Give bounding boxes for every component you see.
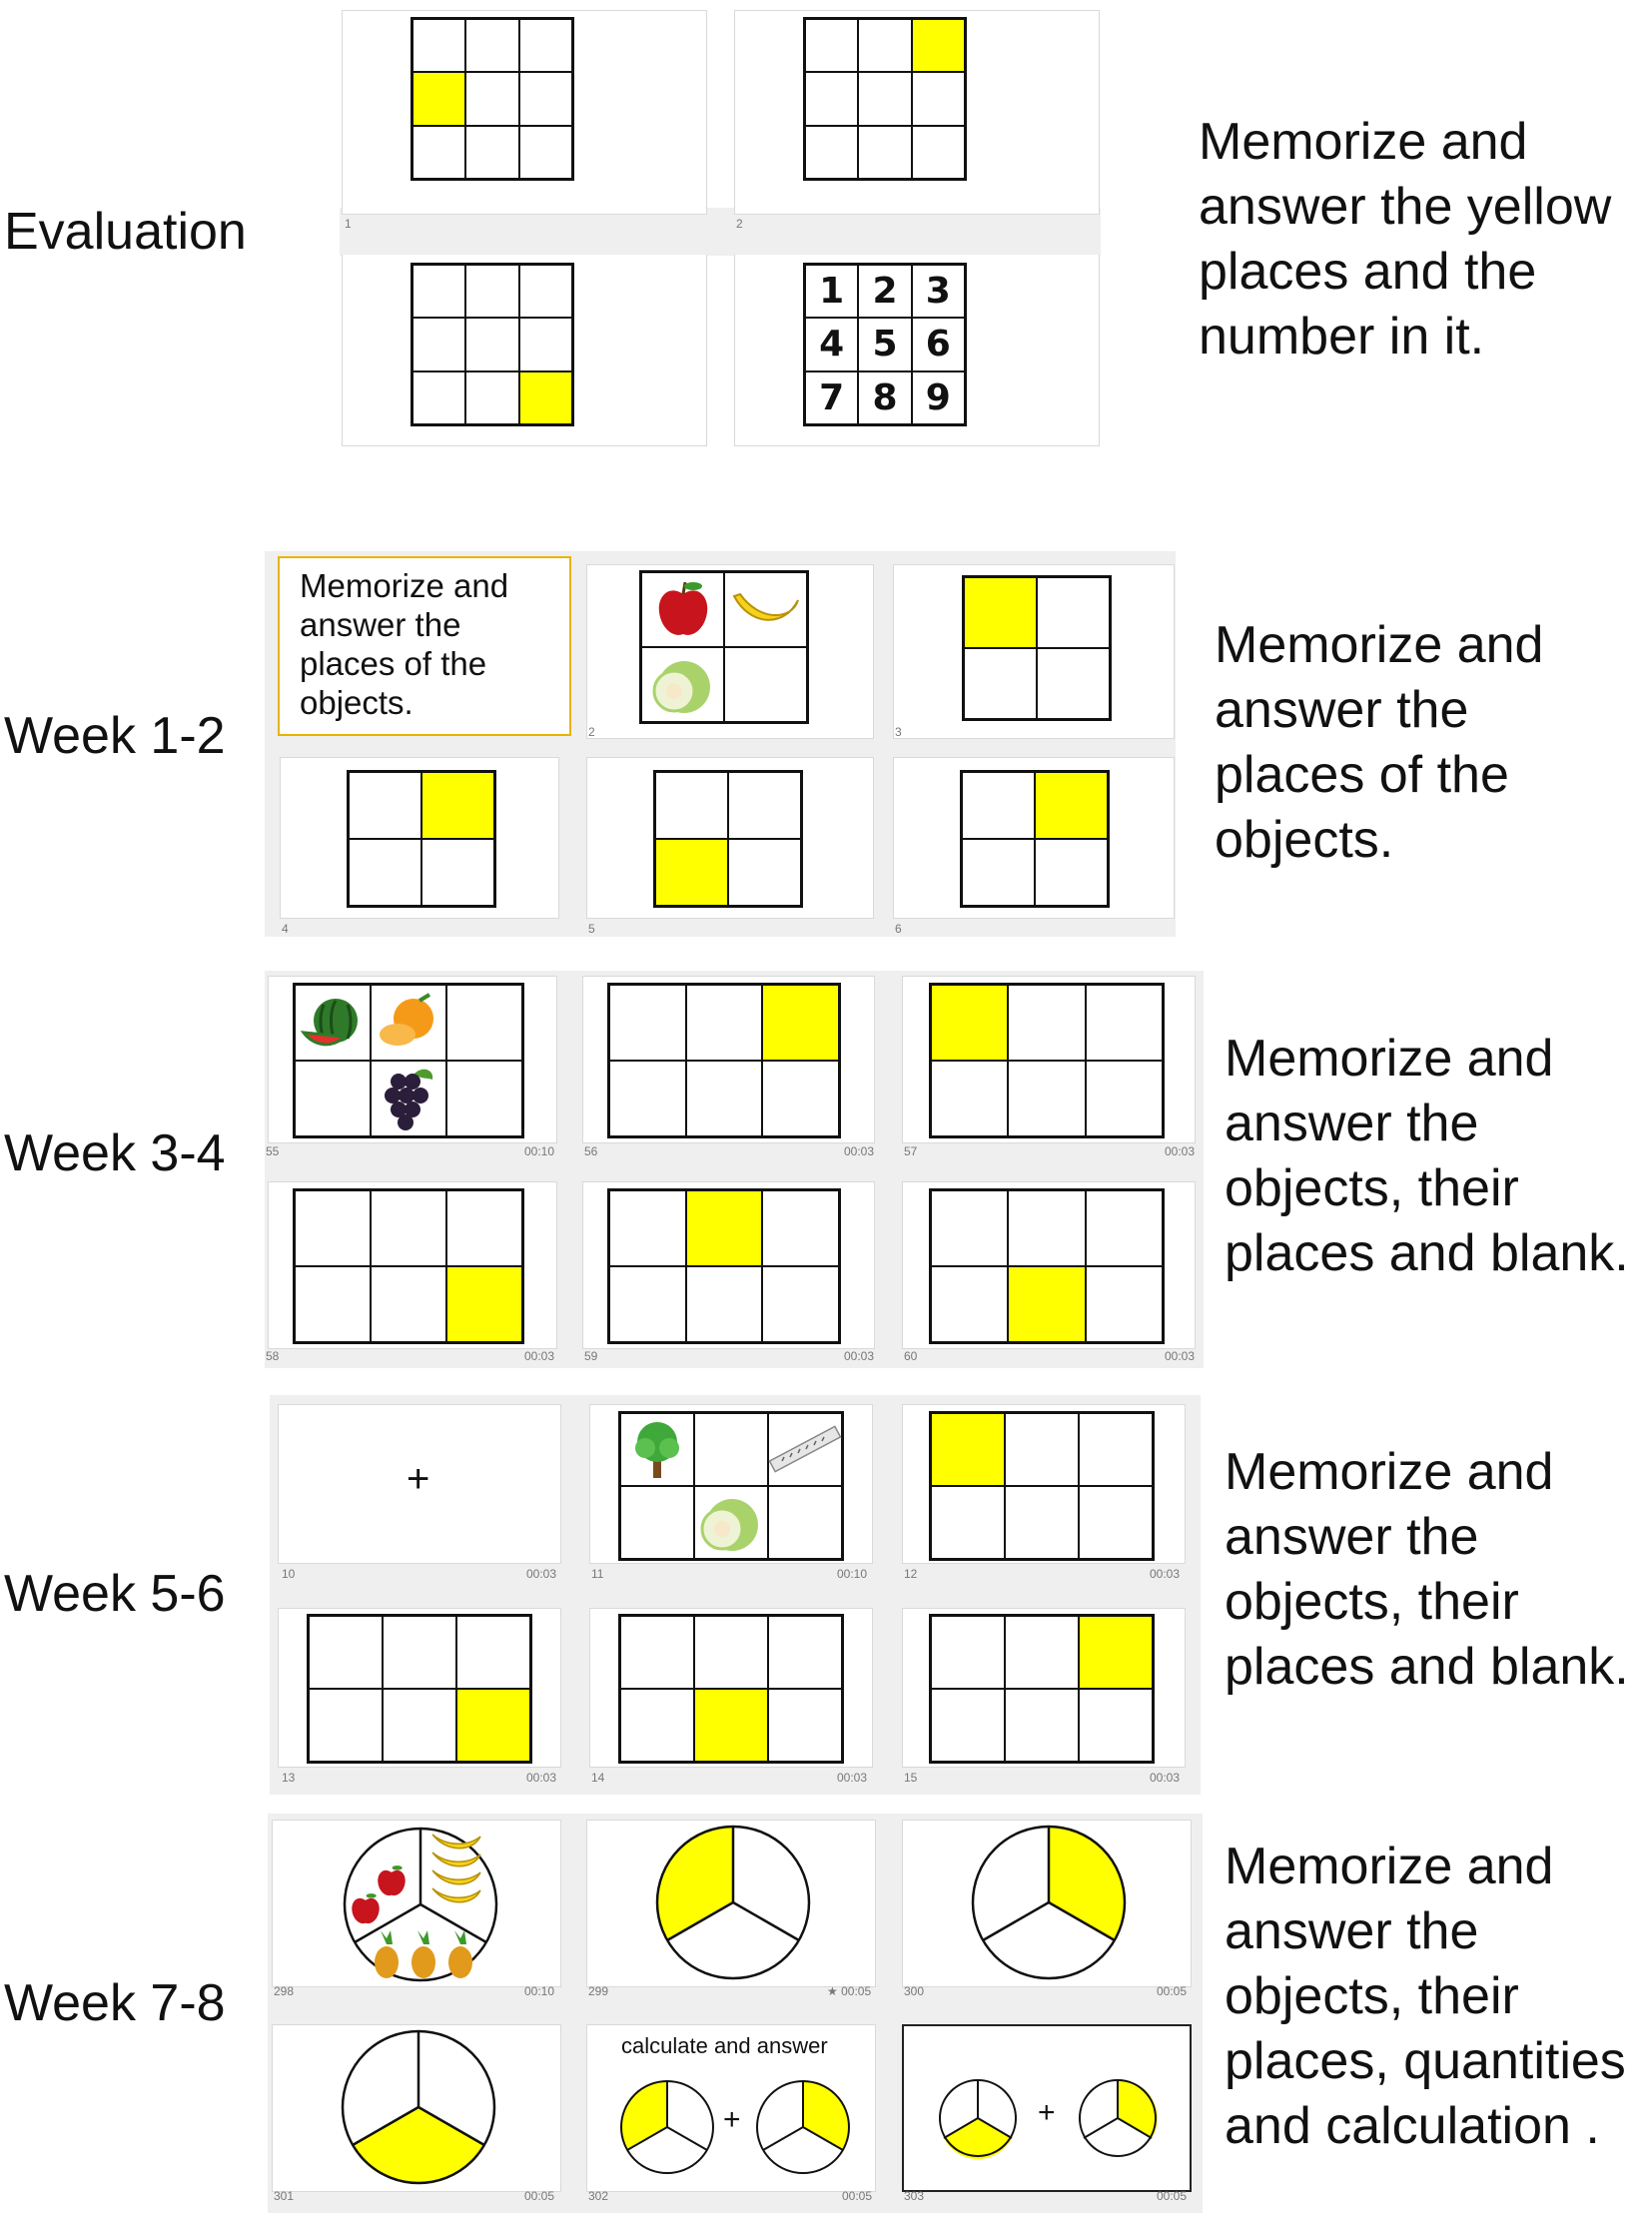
grid-2x3 [293,983,524,1138]
slide-number: 3 [895,725,902,739]
slide-w12-2 [586,564,874,739]
grid-cell [768,1413,842,1486]
grid-cell [686,985,763,1061]
slide-number: 1 [345,217,352,231]
grid-cell [912,371,965,424]
grid-cell [609,1061,686,1136]
grid-cell [1035,839,1108,906]
slide-timing: 00:05 [842,2189,873,2203]
grid-cell [519,318,572,370]
row-label-evaluation: Evaluation [4,203,247,261]
grid-cell [912,318,965,370]
slide-number: 300 [904,1984,925,1998]
description-week-5-6: Memorize and answer the objects, their places and blank. [1225,1443,1629,1696]
grid-cell [413,19,465,72]
row-label-week-7-8: Week 7-8 [4,1974,226,2032]
grid-2x2 [653,770,803,908]
slide-number: 60 [904,1349,918,1363]
slide-eval-2 [734,10,1100,215]
slide-timing: 00:05 [1157,1984,1188,1998]
grid-2x2 [347,770,496,908]
grid-cell [1079,1689,1153,1762]
slide-number: 13 [282,1771,296,1785]
grid-cell [858,265,911,318]
slide-w12-prompt [278,556,571,736]
slide-eval-4 [734,255,1100,446]
grid-cell [858,371,911,424]
ruler-image [772,1425,838,1475]
pie-circle-left-third [587,1821,877,1988]
grid-cell [962,839,1035,906]
grid-cell [1079,1413,1153,1486]
grid-cell [421,839,494,906]
grid-cell [295,1266,371,1342]
slide-timing: 00:10 [524,1144,555,1158]
slide-number: 56 [584,1144,598,1158]
grid-cell [641,572,724,647]
slide-number: 58 [266,1349,280,1363]
grid-cell [931,1486,1005,1559]
slide-number: 10 [282,1567,296,1581]
grid-cell [724,647,807,722]
yellow-cell [456,1689,530,1762]
slide-timing: 00:03 [526,1771,557,1785]
grid-2x3 [929,1188,1165,1344]
slide-timing: 00:05 [1157,2189,1188,2203]
grid-cell [931,1266,1008,1342]
slide-w12-3 [893,564,1175,739]
slide-number: 57 [904,1144,918,1158]
slide-w34-60 [902,1181,1196,1349]
slide-timing: 00:05 [524,2189,555,2203]
grid-cell [694,1616,768,1689]
grid-cell [349,839,421,906]
slide-w56-10 [278,1404,561,1564]
grid-cell [465,126,518,179]
grid-cell [1037,577,1110,648]
grid-3x3 [411,263,574,426]
row-label-week-3-4: Week 3-4 [4,1124,226,1182]
grid-number: 6 [925,324,951,366]
grid-cell [728,772,801,839]
description-evaluation: Memorize and answer the yellow places and the number in it. [1199,113,1612,366]
yellow-cell [964,577,1037,648]
grid-number: 5 [872,324,898,366]
grid-cell [768,1689,842,1762]
grid-2x3 [607,983,841,1138]
grid-cell [805,318,858,370]
pineapple-image [369,1930,478,1978]
grid-3x3 [803,17,967,181]
slide-eval-3 [342,255,707,446]
grid-cell [805,126,858,179]
slide-w34-56 [582,976,875,1143]
grid-cell [371,1190,446,1266]
grid-cell [620,1486,694,1559]
slide-w56-14 [589,1608,873,1768]
slide-timing: 00:03 [1165,1349,1196,1363]
grid-cell [1005,1689,1079,1762]
grid-cell [383,1689,456,1762]
yellow-cell [413,72,465,125]
grid-cell [858,318,911,370]
grid-cell [805,265,858,318]
yellow-cell [762,985,839,1061]
grid-cell [655,772,728,839]
slide-number: 5 [588,922,595,936]
grid-cell [931,1689,1005,1762]
grid-cell [446,985,522,1061]
grid-cell [519,19,572,72]
slide-w78-302 [586,2024,876,2192]
slide-w34-55 [268,976,557,1143]
grid-cell [1008,1061,1085,1136]
grid-cell [609,1190,686,1266]
grid-cell [609,985,686,1061]
grid-cell [446,1061,522,1136]
grid-cell [1079,1486,1153,1559]
grapes-image [381,1066,436,1131]
grid-cell [413,371,465,424]
grid-cell [349,772,421,839]
grid-cell [858,126,911,179]
description-week-1-2: Memorize and answer the places of the objects. [1215,616,1544,869]
grid-cell [1086,985,1163,1061]
grid-cell [295,1190,371,1266]
grid-cell [762,1266,839,1342]
slide-number: 59 [584,1349,598,1363]
slide-number: 12 [904,1567,918,1581]
grid-cell [620,1616,694,1689]
grid-3x3 [411,17,574,181]
grid-2x3 [293,1188,524,1344]
grid-cell [620,1689,694,1762]
slide-number: 4 [282,922,289,936]
grid-cell [519,72,572,125]
fixation-cross: + [407,1457,430,1501]
grid-number: 2 [872,271,898,313]
grid-cell [1005,1413,1079,1486]
grid-cell [309,1689,383,1762]
grid-cell [762,1190,839,1266]
slide-number: 302 [588,2189,609,2203]
grid-number: 1 [819,271,845,313]
grid-cell [1037,648,1110,719]
slide-eval-1 [342,10,707,215]
slide-w56-15 [902,1608,1186,1768]
grid-number: 9 [925,376,951,418]
pie-circle-bottom-third [273,2025,562,2193]
grid-cell [912,126,965,179]
grid-cell [931,1061,1008,1136]
grid-cell [620,1413,694,1486]
grid-cell [686,1061,763,1136]
yellow-cell [694,1689,768,1762]
grid-cell [858,72,911,125]
grid-number: 3 [925,271,951,313]
slide-w34-57 [902,976,1196,1143]
grid-cell [465,19,518,72]
grid-cell [805,19,858,72]
slide-timing: 00:03 [1150,1771,1181,1785]
banana-image [730,586,802,634]
calculate-caption: calculate and answer [621,2033,828,2058]
grid-cell [465,318,518,370]
grid-number: 8 [872,376,898,418]
yellow-cell [1008,1266,1085,1342]
slide-number: 298 [274,1984,295,1998]
yellow-cell [931,985,1008,1061]
grid-cell [858,19,911,72]
grid-2x3 [607,1188,841,1344]
yellow-cell [655,839,728,906]
yellow-cell [912,19,965,72]
grid-cell [931,1616,1005,1689]
grid-cell [371,985,446,1061]
grid-cell [1086,1266,1163,1342]
yellow-cell [686,1190,763,1266]
watermelon-image [302,997,364,1049]
slide-w78-301 [272,2024,561,2192]
grid-number: 7 [819,376,845,418]
slide-number: 14 [591,1771,605,1785]
grid-2x3 [929,983,1165,1138]
plus-sign: + [723,2103,741,2136]
slide-w78-299 [586,1820,876,1987]
slide-w12-6 [893,757,1175,919]
yellow-cell [931,1413,1005,1486]
grid-cell [724,572,807,647]
grid-cell [762,1061,839,1136]
yellow-cell [446,1266,522,1342]
slide-number: 15 [904,1771,918,1785]
tree-image [629,1420,685,1480]
grid-cell [768,1616,842,1689]
slide-number: 303 [904,2189,925,2203]
grid-cell [1008,985,1085,1061]
grid-cell [962,772,1035,839]
slide-number: 299 [588,1984,609,1998]
slide-timing: 00:03 [844,1144,875,1158]
slide-timing: 00:03 [837,1771,868,1785]
grid-cell [456,1616,530,1689]
slide-number: 55 [266,1144,280,1158]
grid-cell [465,72,518,125]
slide-strip-evaluation [340,208,1101,256]
slide-number: 6 [895,922,902,936]
grid-cell [694,1486,768,1559]
slide-timing: 00:03 [526,1567,557,1581]
apple-image [349,1892,383,1926]
grid-cell [768,1486,842,1559]
yellow-cell [1035,772,1108,839]
row-label-week-5-6: Week 5-6 [4,1565,226,1623]
guava-image [698,1493,764,1553]
grid-cell [413,318,465,370]
slide-number: 301 [274,2189,295,2203]
grid-cell [465,371,518,424]
yellow-cell [1079,1616,1153,1689]
grid-cell [371,1061,446,1136]
yellow-cell [519,371,572,424]
slide-number: 2 [588,725,595,739]
slide-w12-4 [280,757,559,919]
grid-cell [686,1266,763,1342]
grid-cell [413,265,465,318]
slide-w78-303 [902,2024,1192,2192]
grid-2x3 [618,1411,844,1561]
grid-cell [519,126,572,179]
grid-cell [805,72,858,125]
pie-circle-right-third [903,1821,1193,1988]
slide-w78-300 [902,1820,1192,1987]
slide-w12-5 [586,757,874,919]
grid-cell [931,1190,1008,1266]
grid-cell [465,265,518,318]
grid-cell [609,1266,686,1342]
grid-2x2 [960,770,1110,908]
number-grid-3x3 [803,263,967,426]
slide-timing: 00:10 [837,1567,868,1581]
slide-timing: 00:03 [1150,1567,1181,1581]
orange-image [376,995,441,1051]
grid-number: 4 [819,324,845,366]
grid-cell [912,72,965,125]
grid-cell [1086,1061,1163,1136]
grid-2x2 [639,570,809,724]
slide-w34-58 [268,1181,557,1349]
grid-cell [295,985,371,1061]
yellow-cell [421,772,494,839]
grid-cell [912,265,965,318]
grid-cell [383,1616,456,1689]
prompt-text: Memorize and answer the places of the objects. [300,567,509,721]
slide-timing: ★ 00:05 [827,1984,872,1998]
description-week-7-8: Memorize and answer the objects, their places, quantities and calculation . [1225,1838,1626,2155]
grid-cell [1005,1486,1079,1559]
grid-cell [964,648,1037,719]
row-label-week-1-2: Week 1-2 [4,707,226,765]
slide-timing: 00:03 [524,1349,555,1363]
slide-timing: 00:03 [844,1349,875,1363]
grid-cell [694,1413,768,1486]
apple-image [655,580,711,640]
slide-timing: 00:03 [1165,1144,1196,1158]
slide-w56-11 [589,1404,873,1564]
slide-number: 2 [736,217,743,231]
grid-cell [371,1266,446,1342]
grid-cell [1005,1616,1079,1689]
grid-cell [805,371,858,424]
slide-w56-13 [278,1608,561,1768]
slide-timing: 00:10 [524,1984,555,1998]
plus-sign: + [1038,2096,1056,2129]
grid-2x3 [307,1614,532,1764]
grid-cell [309,1616,383,1689]
grid-2x2 [962,575,1112,721]
banana-image [428,1831,484,1906]
grid-cell [413,126,465,179]
slide-number: 11 [591,1567,604,1581]
slide-w34-59 [582,1181,875,1349]
grid-2x3 [618,1614,844,1764]
grid-cell [728,839,801,906]
grid-cell [1008,1190,1085,1266]
description-week-3-4: Memorize and answer the objects, their places and blank. [1225,1030,1629,1282]
slide-w78-298 [272,1820,561,1987]
grid-cell [446,1190,522,1266]
grid-cell [1086,1190,1163,1266]
grid-cell [641,647,724,722]
guava-image [650,655,716,715]
grid-cell [519,265,572,318]
grid-2x3 [929,1411,1155,1561]
slide-w56-12 [902,1404,1186,1564]
grid-cell [295,1061,371,1136]
grid-2x3 [929,1614,1155,1764]
